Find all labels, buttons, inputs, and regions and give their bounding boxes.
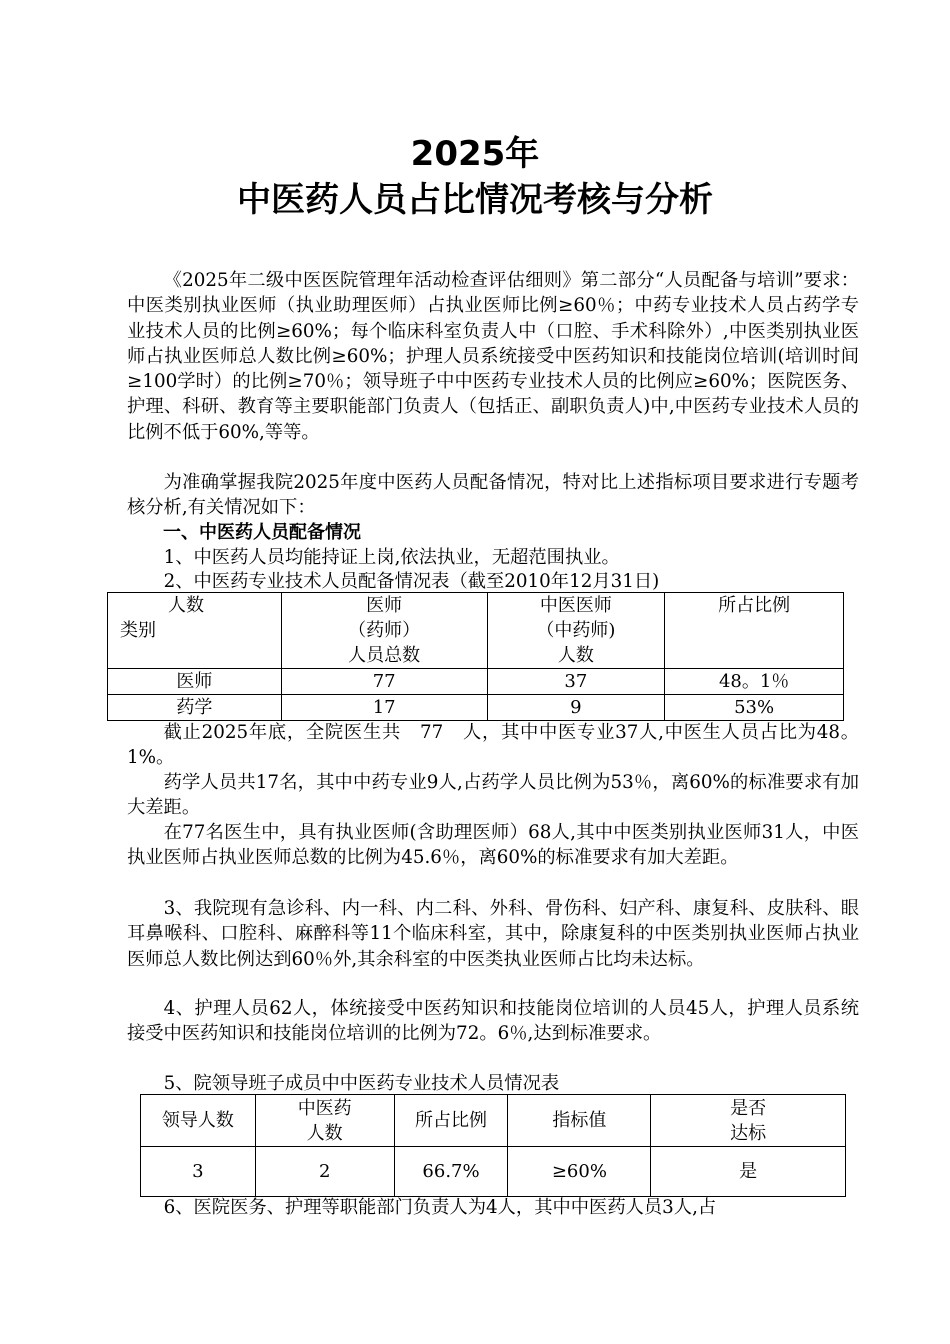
pharmacy-summary: 药学人员共17名，其中中药专业9人,占药学人员比例为53％，离60%的标准要求有加大差距。 [127,772,859,819]
leader-count: 3 [141,1147,256,1197]
item-4: 4、护理人员62人，体统接受中医药知识和技能岗位培训的人员45人，护理人员系统接受中医药知识和技能岗位培训的比例为72。6％,达到标准要求。 [127,998,859,1045]
header-total-line: 人员总数 [348,645,421,666]
leader-ratio: 66.7% [394,1147,508,1197]
doctor-summary: 截止2025年底，全院医生共 77 人，其中中医专业37人,中医生人员占比为48。1%。 [127,722,859,769]
leader-header-ratio: 所占比例 [394,1095,508,1147]
staff-table [107,592,844,721]
item-6: 6、医院医务、护理等职能部门负责人为4人，其中中医药人员3人,占 [163,1197,717,1218]
header-total-cell [281,593,487,669]
table-row [108,669,844,695]
leader-target: ≥60% [508,1147,651,1197]
header-count-label: 人数 [168,595,204,616]
row-ratio: 53% [665,695,844,721]
item-3: 3、我院现有急诊科、内一科、内二科、外科、骨伤科、妇产科、康复科、皮肤科、眼耳鼻喉科、口腔科、麻醉科等11个临床科室，其中，除康复科的中医类别执业医师占执业医师总人数比例达到60％外,其余科室的中医类执业医师占比均未达标。 [127,898,859,970]
header-category-label: 类别 [120,620,156,641]
item-1: 1、中医药人员均能持证上岗,依法执业，无超范围执业。 [163,547,620,568]
row-tcm: 37 [487,669,665,695]
table-header-row [108,593,844,669]
leader-tcm: 2 [255,1147,394,1197]
leader-header-met: 是否 达标 [651,1095,846,1147]
header-total-line: （药师） [348,620,421,641]
leader-header-row [141,1095,846,1147]
item-2-caption: 2、中医药专业技术人员配备情况表（截至2010年12月31日) [163,571,660,592]
row-tcm: 9 [487,695,665,721]
licensed-doctor-summary: 在77名医生中，具有执业医师(含助理医师）68人,其中中医类别执业医师31人，中医执业医师占执业医师总数的比例为45.6％，离60%的标准要求有加大差距。 [127,822,859,869]
row-total: 77 [281,669,487,695]
header-ratio-cell: 所占比例 [665,593,844,669]
row-category: 医师 [108,669,282,695]
row-ratio: 48。1％ [665,669,844,695]
header-tcm-line: （中药师) [536,620,616,641]
row-category: 药学 [108,695,282,721]
leader-met: 是 [651,1147,846,1197]
document-title-year: 2025年 [410,134,540,174]
header-total-line: 医师 [366,595,403,616]
leader-table [140,1094,846,1197]
intro-paragraph: 《2025年二级中医医院管理年活动检查评估细则》第二部分“人员配备与培训”要求：中医类别执业医师（执业助理医师）占执业医师比例≥60％；中药专业技术人员占药学专业技术人员的比例≥60%；每个临床科室负责人中（口腔、手术科除外）,中医类别执业医师占执业医师总人数比例≥60%；护理人员系统接受中医药知识和技能岗位培训(培训时间≥100学时）的比例≥70％；领导班子中中医药专业技术人员的比例应≥60%；医院医务、护理、科研、教育等主要职能部门负责人（包括正、副职负责人)中,中医药专业技术人员的比例不低于60%,等等。 [127,270,859,443]
item-5-caption: 5、院领导班子成员中中医药专业技术人员情况表 [163,1073,560,1094]
purpose-paragraph: 为准确掌握我院2025年度中医药人员配备情况，特对比上述指标项目要求进行专题考核分析,有关情况如下： [127,472,859,519]
table-row [108,695,844,721]
header-tcm-line: 人数 [557,645,594,666]
row-total: 17 [281,695,487,721]
header-tcm-line: 中医医师 [539,595,612,616]
leader-header-target: 指标值 [508,1095,651,1147]
section-heading: 一、中医药人员配备情况 [163,522,361,543]
leader-data-row [141,1147,846,1197]
document-title: 中医药人员占比情况考核与分析 [237,180,713,220]
leader-header-tcm: 中医药 人数 [255,1095,394,1147]
header-tcm-cell [487,593,665,669]
leader-header-count: 领导人数 [141,1095,256,1147]
diagonal-header-cell [108,593,282,669]
